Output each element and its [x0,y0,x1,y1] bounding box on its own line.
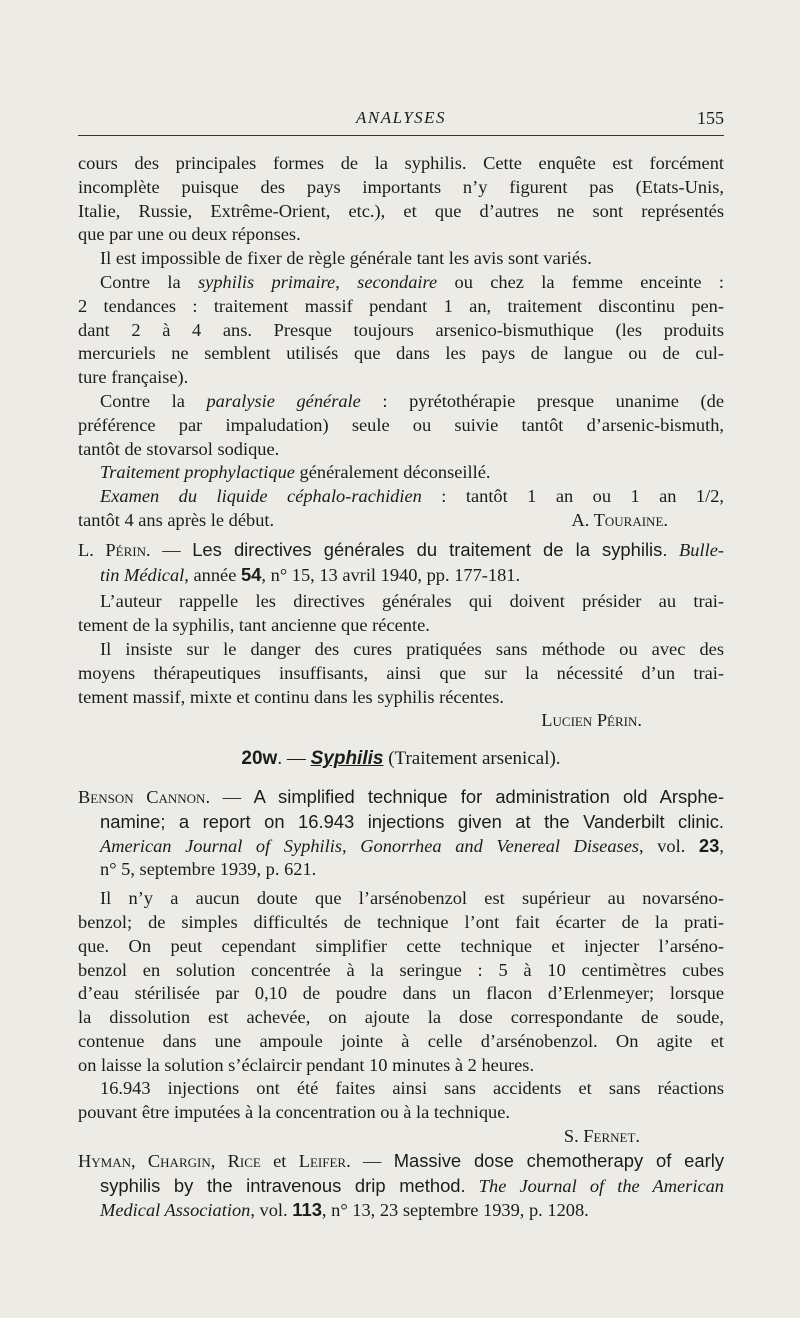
ref-journal: Bulle- [667,539,724,560]
text-line: mercuriels ne semblent utilisés que dans les pays de langue ou de cul- [78,343,724,364]
text-line [78,509,724,533]
term-paralysis: paralysie générale [206,390,361,411]
text: . — [277,748,311,770]
text-line: benzol en solution concentrée à la seringue : 5 à 10 centimètres cubes [78,959,724,980]
paragraph-csf-exam [78,485,724,533]
ref-journal: Medical Association [100,1200,251,1221]
paragraph-perin-summary [78,590,724,638]
header-rule [78,135,724,136]
ref-title: namine; a report on 16.943 injections given at the Vanderbilt clinic. [100,810,724,832]
reference-cannon [78,785,724,882]
ref-title: syphilis by the intravenous drip method. [100,1174,466,1196]
text-line: benzol; de simples difficultés de technique l’ont fait écarter de la prati- [78,911,724,932]
ref-volume: 54 [240,563,262,585]
text: , [719,835,724,856]
text-line [78,1174,724,1199]
text-line: Il insiste sur le danger des cures pratiquées sans méthode ou avec des [100,638,724,659]
text: , n° 15, 13 avril 1940, pp. 177-181. [261,564,521,585]
text-line: contenue dans une ampoule jointe à celle d’arsénobenzol. On agite et [78,1030,724,1051]
text-line: incomplète puisque des pays importants n’y figurent pas (Etats-Unis, [78,176,724,197]
text-line: 2 tendances : traitement massif pendant 1 an, traitement discontinu pen- [78,295,724,316]
running-title: ANALYSES [355,108,447,127]
text-line: tantôt de stovarsol sodique. [78,438,280,459]
text: . — [205,786,254,807]
text: , année [184,564,241,585]
text-line [78,785,724,810]
text-line: L’auteur rappelle les directives générales qui doivent présider au trai- [100,591,724,612]
paragraph-general-paralysis [78,390,724,461]
paragraph-arsenobenzol [78,887,724,1077]
text-line: que. On peut cependant simplifier cette technique et injecter l’arséno- [78,935,724,956]
signature-fernet: S. Fernet. [563,1126,640,1147]
text: Contre la [100,390,207,411]
text-line: préférence par impaludation) seule ou suivie tantôt d’arsenic-bismuth, [78,414,724,435]
text: . — [346,1150,394,1171]
ref-authors: Hyman, Chargin, Rice [78,1150,261,1171]
paragraph-perin-danger [78,638,724,733]
ref-title: A simplified technique for administration old Arsphe- [253,785,724,807]
text: ou chez la femme enceinte : [437,271,724,292]
paragraph-general-rule: Il est impossible de fixer de règle générale tant les avis sont variés. [100,248,592,269]
ref-journal: The Journal of the American [465,1175,724,1196]
text-line [78,1198,724,1223]
ref-journal: American Journal of Syphilis, Gonorrhea and Venereal Diseases [100,835,640,856]
text: , [335,271,358,292]
text-line [78,271,724,295]
paragraph-survey [78,152,724,247]
ref-author: Leifer [298,1150,347,1171]
text: tantôt 4 ans après le début. [78,509,275,530]
ref-volume: 113 [292,1199,322,1221]
text-line [78,563,724,588]
text: Contre la [100,271,198,292]
text-line: la dissolution est achevée, on ajoute la dose correspondante de soude, [78,1007,724,1028]
text-line [78,485,724,509]
term-csf: Examen du liquide céphalo-rachidien [100,486,422,507]
text-line: moyens thérapeutiques insuffisants, ainsi que sur la nécessité d’un trai- [78,662,724,683]
text: , vol. [250,1200,293,1221]
text-line [78,390,724,414]
ref-author: Benson Cannon [78,786,206,807]
text-line: d’eau stérilisée par 0,10 de poudre dans un flacon d’Erlenmeyer; lorsque [78,983,724,1004]
text-line: tement massif, mixte et continu dans les syphilis récentes. [78,686,504,707]
ref-journal: tin Médical [100,564,185,585]
page-number: 155 [697,108,724,128]
text: , n° 13, 23 septembre 1939, p. 1208. [321,1200,589,1221]
text: (Traitement arsenical). [383,748,561,770]
ref-title: Massive dose chemotherapy of early [393,1149,725,1171]
text-line: que par une ou deux réponses. [78,224,301,245]
reference-perin [78,538,724,588]
text-line: Il n’y a aucun doute que l’arsénobenzol est supérieur au novarséno- [100,888,724,909]
term-secondary: secondaire [357,271,438,292]
text: généralement déconseillé. [294,462,491,483]
section-topic: Syphilis [310,748,384,770]
text-line: 16.943 injections ont été faites ainsi sans accidents et sans réactions [100,1078,724,1099]
text: . — [146,539,193,560]
ref-volume: 23 [698,834,720,856]
paragraph-injections [78,1077,724,1148]
ref-title: Les directives générales du traitement de la syphilis. [192,538,668,560]
signature-perin: Lucien Périn. [541,710,642,731]
paragraph-primary-syphilis [78,271,724,390]
text-line: tement de la syphilis, tant ancienne que récente. [78,615,430,636]
text: et [260,1150,299,1171]
text-line: dant 2 à 4 ans. Presque toujours arsenico-bismuthique (les produits [78,319,724,340]
text: : pyrétothérapie presque unanime (de [360,390,724,411]
page-header [78,108,724,134]
text-line: n° 5, septembre 1939, p. 621. [100,859,317,880]
signature-touraine: A. Touraine. [571,509,668,530]
text: , vol. [639,835,699,856]
text-line [78,1149,724,1174]
section-code: 20w [241,748,278,770]
article-body [78,152,724,1223]
paragraph-prophylaxis [78,461,724,485]
text-line: Italie, Russie, Extrême-Orient, etc.), et que d’autres ne sont représentés [78,200,724,221]
text-line: on laisse la solution s’éclaircir pendant 10 minutes à 2 heures. [78,1054,535,1075]
text-line [78,834,724,859]
text: : tantôt 1 an ou 1 an 1/2, [421,486,724,507]
reference-hyman [78,1149,724,1223]
section-heading [78,747,724,771]
text-line: cours des principales formes de la syphilis. Cette enquête est forcément [78,153,724,173]
text-line [78,538,724,563]
term-primary: syphilis primaire [198,271,336,292]
ref-author: L. Périn [78,539,146,560]
text-line: ture française). [78,367,189,388]
text-line: pouvant être imputées à la concentration ou à la technique. [78,1102,511,1123]
term-prophylaxis: Traitement prophylactique [100,462,295,483]
